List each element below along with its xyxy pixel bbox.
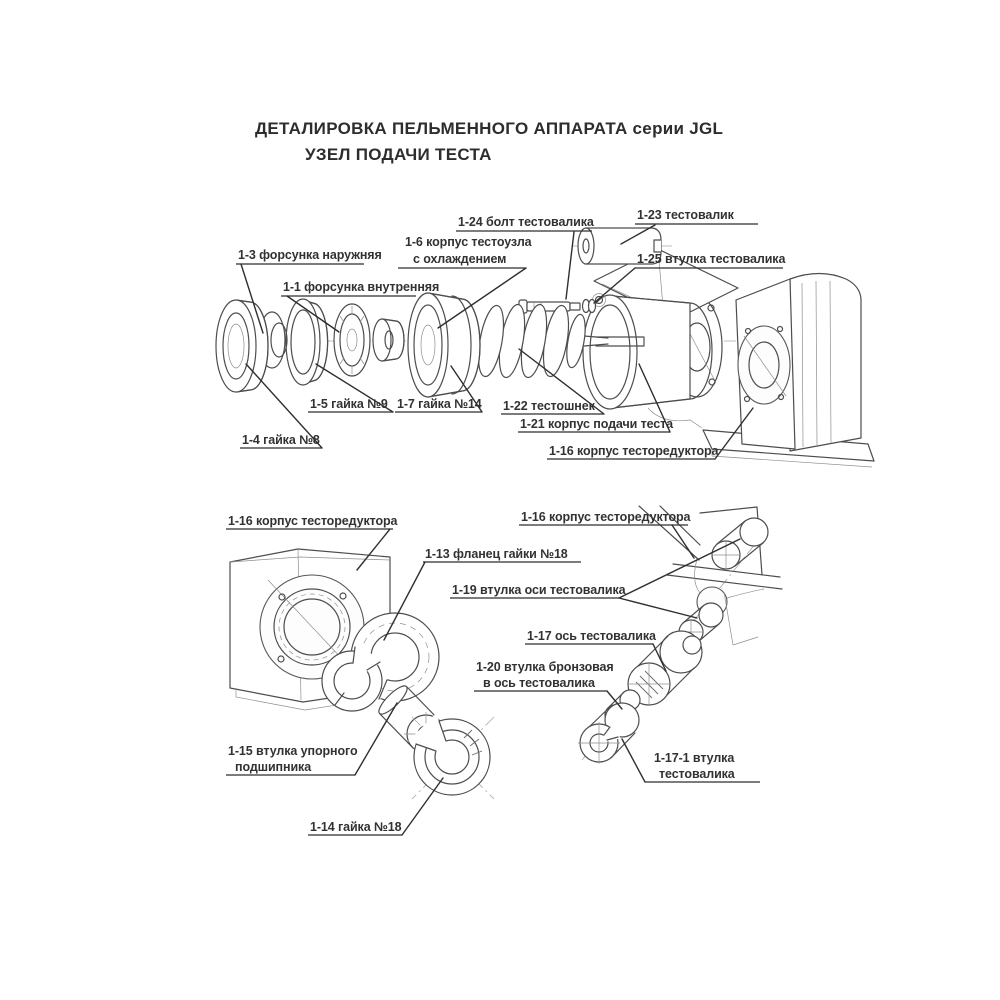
svg-text:1-19 втулка оси тестовалика: 1-19 втулка оси тестовалика [452, 583, 626, 597]
label-1-14-nut-18 [308, 778, 443, 835]
svg-text:1-14 гайка №18: 1-14 гайка №18 [310, 820, 402, 834]
svg-text:1-16 корпус тесторедуктора: 1-16 корпус тесторедуктора [549, 444, 719, 458]
part-nut-8 [216, 300, 268, 392]
part-gearbox-housing [736, 274, 861, 452]
svg-text:1-5 гайка №9: 1-5 гайка №9 [310, 397, 388, 411]
part-roller-bushing-small [583, 300, 596, 313]
part-spacer-cylinder [373, 319, 404, 361]
label-1-15-thrust-bushing [226, 703, 397, 775]
title-line-1: ДЕТАЛИРОВКА ПЕЛЬМЕННОГО АППАРАТА серии JGL [255, 119, 724, 138]
svg-text:1-1 форсунка внутренняя: 1-1 форсунка внутренняя [283, 280, 440, 294]
label-1-17-1-roller-bushing [622, 739, 760, 782]
title-line-2: УЗЕЛ ПОДАЧИ ТЕСТА [305, 145, 492, 164]
svg-text:1-20 втулка бронзовая: 1-20 втулка бронзовая [476, 660, 614, 674]
title-block [255, 119, 723, 164]
label-1-20-bronze-bushing [474, 660, 622, 709]
part-dough-unit-body [408, 293, 480, 397]
svg-text:1-17 ось тестовалика: 1-17 ось тестовалика [527, 629, 656, 643]
svg-text:1-17-1 втулка: 1-17-1 втулка [654, 751, 735, 765]
part-inner-nozzle-disc [334, 304, 370, 376]
svg-text:1-16 корпус тесторедуктора: 1-16 корпус тесторедуктора [521, 510, 691, 524]
part-axis-bushing-upper [712, 518, 768, 569]
svg-text:подшипника: подшипника [235, 760, 312, 774]
svg-text:в ось тестовалика: в ось тестовалика [483, 676, 595, 690]
svg-text:1-6 корпус тестоузла: 1-6 корпус тестоузла [405, 235, 532, 249]
svg-text:1-13 фланец гайки №18: 1-13 фланец гайки №18 [425, 547, 568, 561]
svg-text:1-7 гайка №14: 1-7 гайка №14 [397, 397, 482, 411]
svg-text:1-25 втулка тестовалика: 1-25 втулка тестовалика [637, 252, 786, 266]
svg-text:1-23 тестовалик: 1-23 тестовалик [637, 208, 734, 222]
svg-text:1-24 болт тестовалика: 1-24 болт тестовалика [458, 215, 594, 229]
part-nut-9 [286, 299, 328, 385]
svg-text:1-16 корпус тесторедуктора: 1-16 корпус тесторедуктора [228, 514, 398, 528]
svg-text:1-21 корпус подачи теста: 1-21 корпус подачи теста [520, 417, 674, 431]
svg-text:1-4 гайка №8: 1-4 гайка №8 [242, 433, 320, 447]
svg-text:1-22 тестошнек: 1-22 тестошнек [503, 399, 595, 413]
part-roller-bolt [519, 300, 580, 313]
svg-text:тестовалика: тестовалика [659, 767, 735, 781]
svg-text:1-3 форсунка наружняя: 1-3 форсунка наружняя [238, 248, 382, 262]
svg-text:1-15 втулка упорного: 1-15 втулка упорного [228, 744, 358, 758]
svg-text:с охлаждением: с охлаждением [413, 252, 507, 266]
